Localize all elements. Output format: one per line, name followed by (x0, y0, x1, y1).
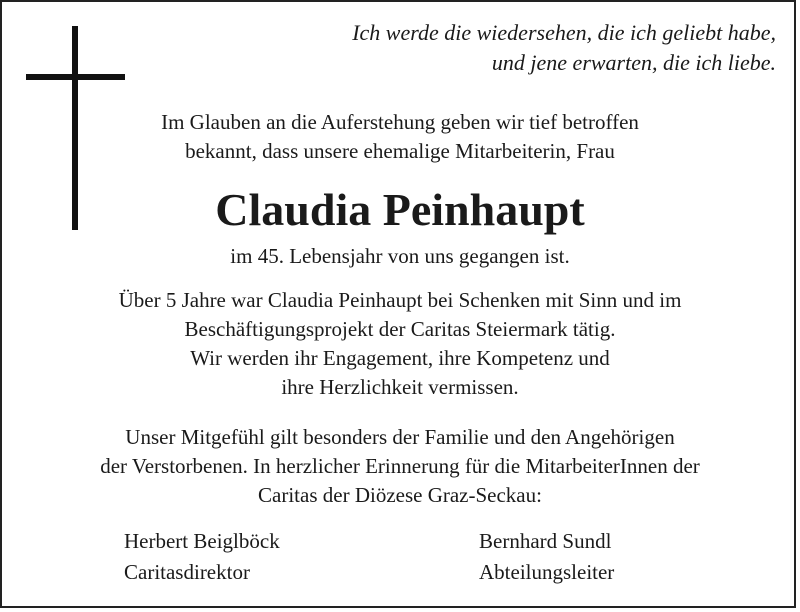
signatory-right (479, 526, 614, 588)
sympathy-line: Unser Mitgefühl gilt besonders der Familie und den Angehörigen (125, 425, 675, 449)
motto-quote (352, 18, 776, 78)
tenure-line: Über 5 Jahre war Claudia Peinhaupt bei Schenken mit Sinn und im (118, 288, 682, 312)
intro-line: Im Glauben an die Auferstehung geben wir tief betroffen (161, 110, 639, 134)
tenure-text (0, 286, 800, 402)
tenure-line: Wir werden ihr Engagement, ihre Kompetenz und (190, 346, 610, 370)
cross-horizontal-bar (26, 74, 125, 80)
intro-line: bekannt, dass unsere ehemalige Mitarbeiterin, Frau (185, 139, 615, 163)
signatory-role: Abteilungsleiter (479, 560, 615, 584)
signatory-name: Herbert Beiglböck (124, 529, 280, 553)
signatory-role: Caritasdirektor (124, 560, 250, 584)
tenure-line: Beschäftigungsprojekt der Caritas Steiermark tätig. (184, 317, 616, 341)
sympathy-text (0, 423, 800, 510)
motto-line: Ich werde die wiedersehen, die ich geliebt habe, (352, 20, 776, 45)
sympathy-line: Caritas der Diözese Graz-Seckau: (258, 483, 542, 507)
tenure-line: ihre Herzlichkeit vermissen. (281, 375, 519, 399)
deceased-name: Claudia Peinhaupt (215, 184, 585, 235)
motto-line: und jene erwarten, die ich liebe. (491, 50, 776, 75)
signatory-left (124, 526, 280, 588)
sympathy-line: der Verstorbenen. In herzlicher Erinnerung für die MitarbeiterInnen der (100, 454, 700, 478)
signatory-name: Bernhard Sundl (479, 529, 612, 553)
age-line: im 45. Lebensjahr von uns gegangen ist. (230, 244, 570, 268)
intro-text (0, 108, 800, 166)
